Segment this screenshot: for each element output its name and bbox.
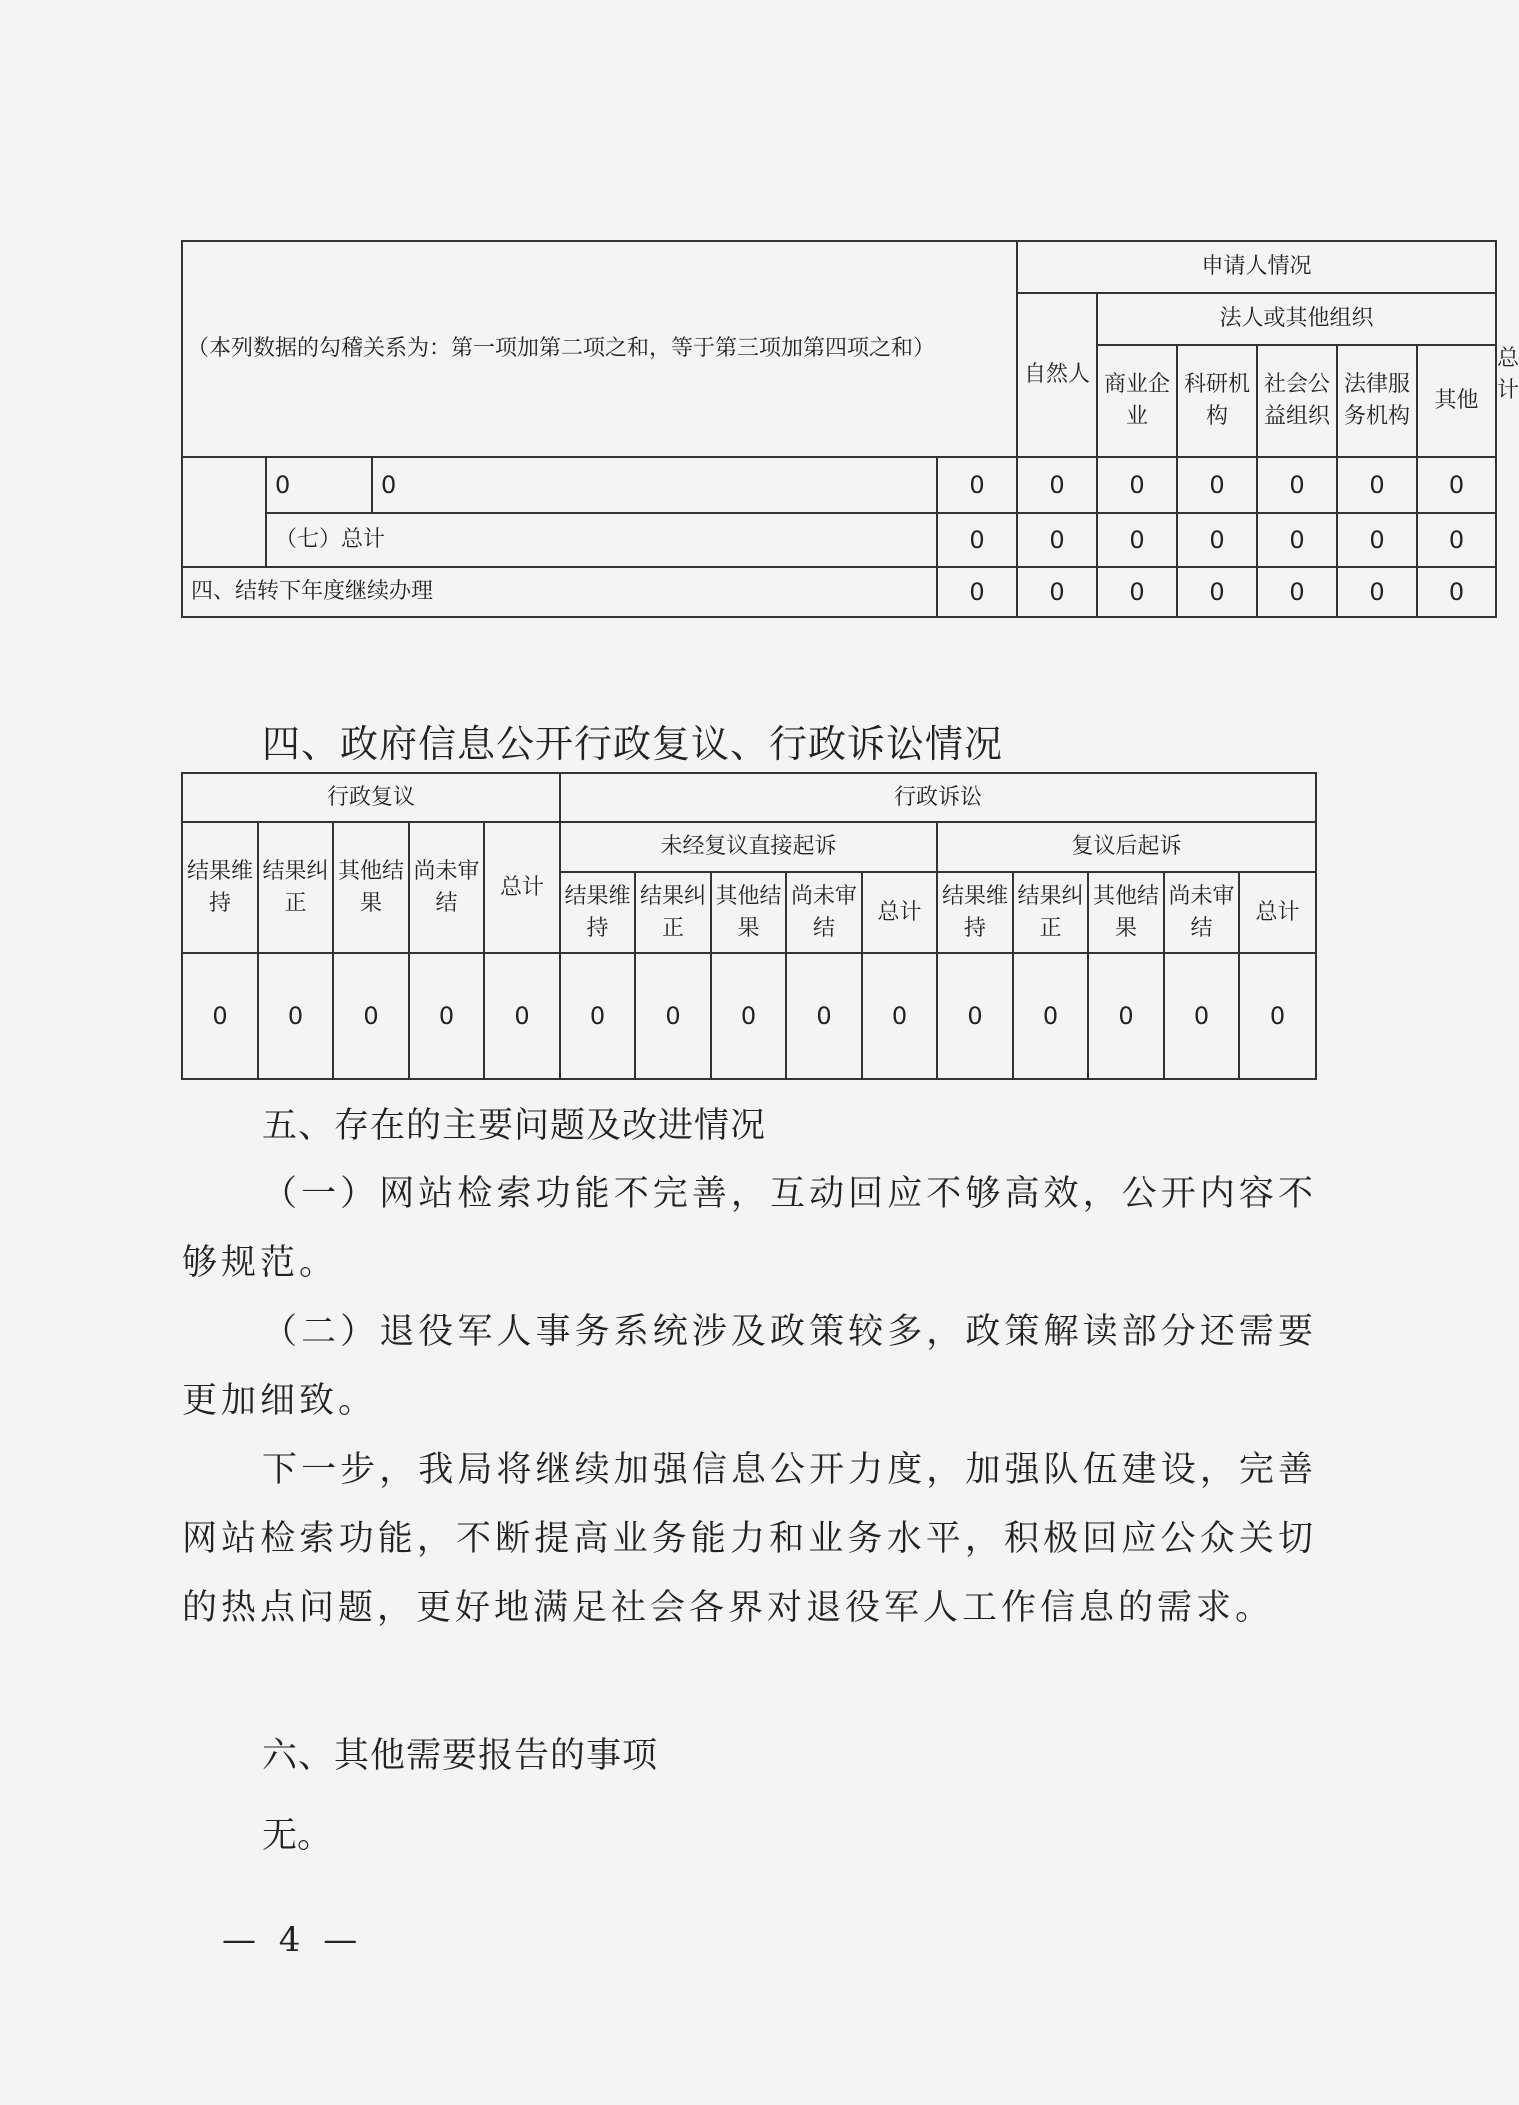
after-review-header: 复议后起诉 [937,822,1316,872]
cell: 0 [1257,513,1337,567]
cell: 0 [1257,567,1337,617]
review-header: 行政复议 [182,773,560,822]
cell: 0 [1417,513,1496,567]
cell: 0 [1013,953,1088,1079]
table-row [182,513,1496,567]
table-note: （本列数据的勾稽关系为：第一项加第二项之和，等于第三项加第四项之和） [182,241,1017,457]
col-header: 总计 [484,822,560,953]
review-litigation-table [181,772,1317,1080]
cell: 0 [1177,567,1257,617]
cell: 0 [1097,567,1177,617]
table-row [182,953,1316,1079]
section-4-heading: 四、政府信息公开行政复议、行政诉讼情况 [262,722,1004,766]
row-label: 四、结转下年度继续办理 [182,567,937,617]
cell: 0 [484,953,560,1079]
cell: 0 [711,953,786,1079]
cell: 0 [1417,457,1496,513]
blank-cell [182,457,266,567]
cell: 0 [1017,457,1097,513]
cell: 0 [1097,513,1177,567]
natural-person-header: 自然人 [1017,293,1097,457]
cell: 0 [1177,457,1257,513]
social-welfare-header: 社会公益组织 [1257,345,1337,457]
table-row [182,457,1496,513]
research-header: 科研机构 [1177,345,1257,457]
cell: 0 [1017,567,1097,617]
col-header: 其他结果 [1088,872,1164,953]
cell: 0 [937,457,1017,513]
cell: 0 [1164,953,1239,1079]
col-header: 结果纠正 [635,872,711,953]
cell: 0 [333,953,409,1079]
cell: 0 [1097,457,1177,513]
cell: 0 [258,953,333,1079]
col-header: 结果维持 [560,872,635,953]
row-label: （七）总计 [266,513,937,567]
col-header: 尚未审结 [409,822,484,953]
cell: 0 [1257,457,1337,513]
cell: 0 [786,953,862,1079]
legal-org-header: 法人或其他组织 [1097,293,1496,345]
other-header: 其他 [1417,345,1496,457]
cell: 0 [1417,567,1496,617]
table-row [182,567,1496,617]
col-header: 其他结果 [711,872,786,953]
page-number: — 4 — [222,1920,364,1960]
direct-suit-header: 未经复议直接起诉 [560,822,937,872]
cell: 0 [1239,953,1316,1079]
cell: 0 [862,953,937,1079]
col-header: 其他结果 [333,822,409,953]
cell: 0 [560,953,635,1079]
cell: 0 [937,953,1013,1079]
section-6-heading: 六、其他需要报告的事项 [262,1736,659,1776]
cell: 0 [1337,567,1417,617]
col-header: 尚未审结 [786,872,862,953]
applicant-stats-table: （本列数据的勾稽关系为：第一项加第二项之和，等于第三项加第四项之和） 申请人情况 自然人 法人或其他组织 总计 商业企业 科研机构 社会公益组织 法律服务机构 其他 0 0 0 0 0 0 0 0 0 （七）总计 0 0 0 0 0 0 0 四、结转下年度继续办理 0 0 0 0 0 0 0 [181,240,1497,618]
col-header: 尚未审结 [1164,872,1239,953]
col-header: 结果维持 [937,872,1013,953]
business-header: 商业企业 [1097,345,1177,457]
paragraph-3: 下一步，我局将继续加强信息公开力度，加强队伍建设，完善网站检索功能，不断提高业务能力和业务水平，积极回应公众关切的热点问题，更好地满足社会各界对退役军人工作信息的需求。 [182,1450,1317,1628]
none-text: 无。 [262,1816,333,1856]
cell: 0 [182,953,258,1079]
paragraph-1: （一）网站检索功能不完善，互动回应不够高效，公开内容不够规范。 [182,1174,1317,1283]
col-header: 总计 [1239,872,1316,953]
cell: 0 [409,953,484,1079]
cell: 0 [937,567,1017,617]
col-header: 结果纠正 [258,822,333,953]
cell: 0 [1088,953,1164,1079]
applicant-header: 申请人情况 [1017,241,1496,293]
legal-service-header: 法律服务机构 [1337,345,1417,457]
cell: 0 [1177,513,1257,567]
col-header: 结果纠正 [1013,872,1088,953]
litigation-header: 行政诉讼 [560,773,1316,822]
col-header: 总计 [862,872,937,953]
cell: 0 [1017,513,1097,567]
col-header: 结果维持 [182,822,258,953]
cell: 0 [266,457,372,513]
section-5-heading: 五、存在的主要问题及改进情况 [262,1106,767,1146]
cell: 0 [372,457,937,513]
cell: 0 [1337,457,1417,513]
paragraph-2: （二）退役军人事务系统涉及政策较多，政策解读部分还需要更加细致。 [182,1312,1317,1421]
cell: 0 [1337,513,1417,567]
cell: 0 [937,513,1017,567]
cell: 0 [635,953,711,1079]
